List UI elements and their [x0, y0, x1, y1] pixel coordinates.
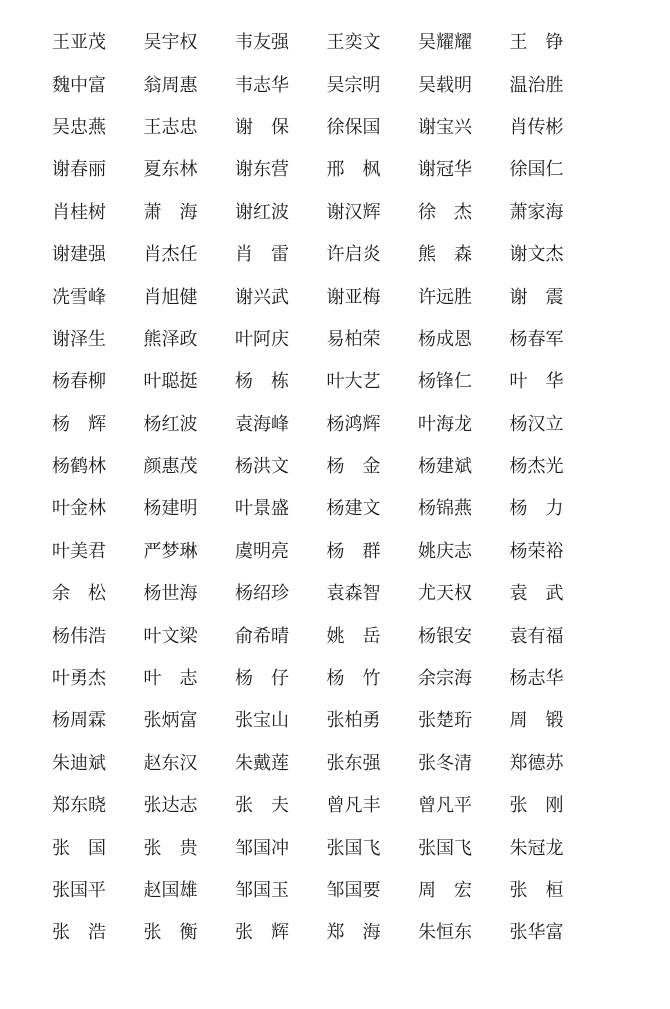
name-entry: 吴宗明 [326, 74, 381, 96]
name-row [52, 912, 632, 954]
name-row [52, 488, 632, 530]
name-entry: 余 松 [52, 583, 106, 605]
name-entry: 姚庆志 [418, 540, 472, 562]
name-entry: 王 铮 [509, 32, 564, 54]
name-list-grid [52, 22, 632, 955]
name-row [52, 64, 632, 106]
name-entry: 杨锋仁 [418, 371, 472, 393]
name-entry: 杨建明 [143, 498, 198, 520]
name-row [52, 531, 632, 573]
name-entry: 张 刚 [509, 795, 564, 817]
name-row [52, 658, 632, 700]
name-entry: 赵国雄 [143, 880, 198, 901]
name-entry: 杨鹤林 [52, 456, 106, 478]
name-entry: 曾凡丰 [326, 795, 381, 817]
name-entry: 俞希晴 [235, 625, 289, 647]
name-entry: 张国飞 [418, 837, 472, 859]
name-entry: 杨 群 [326, 540, 381, 562]
name-entry: 杨锦燕 [418, 498, 472, 520]
name-entry: 杨春军 [509, 328, 564, 350]
name-entry: 叶聪挺 [143, 371, 198, 393]
name-entry: 萧 海 [143, 201, 198, 223]
name-entry: 杨建文 [326, 498, 381, 520]
name-entry: 谢宝兴 [418, 116, 472, 138]
name-entry: 朱迪斌 [52, 752, 106, 774]
name-entry: 肖旭健 [143, 286, 198, 308]
name-entry: 韦志华 [235, 74, 289, 96]
name-entry: 曾凡平 [418, 795, 472, 817]
name-entry: 郑 海 [326, 922, 381, 944]
name-entry: 张 衡 [143, 922, 198, 944]
name-entry: 邢 枫 [326, 159, 381, 181]
name-entry: 杨汉立 [509, 413, 564, 435]
name-row [52, 107, 632, 149]
name-entry: 杨绍珍 [235, 583, 289, 605]
name-row [52, 700, 632, 742]
name-row [52, 743, 632, 785]
name-entry: 谢文杰 [509, 244, 564, 266]
name-entry: 王奕文 [326, 32, 381, 54]
name-entry: 杨周霖 [52, 710, 106, 732]
name-entry: 易柏荣 [326, 328, 381, 350]
name-entry: 徐 杰 [418, 201, 472, 223]
name-entry: 王亚茂 [52, 32, 106, 54]
name-row [52, 827, 632, 869]
name-entry: 张 国 [52, 837, 106, 859]
name-entry: 王志忠 [143, 116, 198, 138]
name-entry: 袁森智 [326, 583, 381, 605]
name-entry: 叶美君 [52, 540, 106, 562]
name-entry: 袁有福 [509, 625, 564, 647]
name-row [52, 361, 632, 403]
name-entry: 叶金林 [52, 498, 106, 520]
name-row [52, 319, 632, 361]
name-row [52, 22, 632, 64]
name-entry: 张华富 [509, 922, 564, 944]
name-entry: 虞明亮 [235, 540, 289, 562]
name-entry: 叶 华 [509, 371, 564, 393]
name-entry: 邹国冲 [235, 837, 289, 859]
name-entry: 熊泽政 [143, 328, 198, 350]
name-entry: 张 贵 [143, 837, 198, 859]
name-row [52, 149, 632, 191]
name-entry: 杨银安 [418, 625, 472, 647]
name-entry: 杨建斌 [418, 456, 472, 478]
name-entry: 杨荣裕 [509, 540, 564, 562]
name-entry: 郑德苏 [509, 752, 564, 774]
name-entry: 许启炎 [326, 244, 381, 266]
name-entry: 杨 仔 [235, 668, 289, 690]
name-entry: 杨 金 [326, 456, 381, 478]
name-entry: 谢 震 [509, 286, 564, 308]
name-entry: 杨志华 [509, 668, 564, 690]
name-entry: 吴宇权 [143, 32, 198, 54]
name-entry: 杨红波 [143, 413, 198, 435]
name-row [52, 615, 632, 657]
name-entry: 张国飞 [326, 837, 381, 859]
name-entry: 魏中富 [52, 74, 106, 96]
name-entry: 杨 力 [509, 498, 564, 520]
name-entry: 邹国要 [326, 880, 381, 901]
name-entry: 谢春丽 [52, 159, 106, 181]
name-entry: 杨伟浩 [52, 625, 106, 647]
name-entry: 徐保国 [326, 116, 381, 138]
name-entry: 张东强 [326, 752, 381, 774]
name-entry: 颜惠茂 [143, 456, 198, 478]
name-entry: 姚 岳 [326, 625, 381, 647]
name-entry: 张 浩 [52, 922, 106, 944]
name-entry: 叶文梁 [143, 625, 198, 647]
name-entry: 叶景盛 [235, 498, 289, 520]
name-entry: 谢汉辉 [326, 201, 381, 223]
name-entry: 张 辉 [235, 922, 289, 944]
name-entry: 余宗海 [418, 668, 472, 690]
name-entry: 张炳富 [143, 710, 198, 732]
name-entry: 吴忠燕 [52, 116, 106, 138]
name-entry: 谢亚梅 [326, 286, 381, 308]
name-row [52, 870, 632, 912]
name-entry: 叶阿庆 [235, 328, 289, 350]
name-row [52, 573, 632, 615]
name-entry: 谢冠华 [418, 159, 472, 181]
name-row [52, 785, 632, 827]
name-entry: 郑东晓 [52, 795, 106, 817]
name-entry: 邹国玉 [235, 880, 289, 901]
name-entry: 张柏勇 [326, 710, 381, 732]
name-entry: 杨世海 [143, 583, 198, 605]
name-row [52, 192, 632, 234]
name-entry: 周 宏 [418, 880, 472, 901]
name-row [52, 276, 632, 318]
name-entry: 杨成恩 [418, 328, 472, 350]
name-entry: 尤天权 [418, 583, 472, 605]
name-entry: 许远胜 [418, 286, 472, 308]
name-entry: 萧家海 [509, 201, 564, 223]
name-entry: 杨洪文 [235, 456, 289, 478]
name-row [52, 234, 632, 276]
name-entry: 谢 保 [235, 116, 289, 138]
name-entry: 谢建强 [52, 244, 106, 266]
name-entry: 杨 竹 [326, 668, 381, 690]
name-entry: 吴载明 [418, 74, 472, 96]
name-entry: 朱冠龙 [509, 837, 564, 859]
name-entry: 张楚珩 [418, 710, 472, 732]
name-entry: 张 桓 [509, 880, 564, 901]
name-entry: 杨 栋 [235, 371, 289, 393]
name-entry: 冼雪峰 [52, 286, 106, 308]
name-entry: 谢东营 [235, 159, 289, 181]
name-entry: 朱恒东 [418, 922, 472, 944]
name-entry: 肖桂树 [52, 201, 106, 223]
name-entry: 袁海峰 [235, 413, 289, 435]
name-entry: 翁周惠 [143, 74, 198, 96]
name-entry: 温治胜 [509, 74, 564, 96]
name-entry: 朱戴莲 [235, 752, 289, 774]
name-entry: 张达志 [143, 795, 198, 817]
name-entry: 张国平 [52, 880, 106, 901]
name-entry: 肖 雷 [235, 244, 289, 266]
name-entry: 杨鸿辉 [326, 413, 381, 435]
name-entry: 夏东林 [143, 159, 198, 181]
name-entry: 杨杰光 [509, 456, 564, 478]
name-entry: 杨 辉 [52, 413, 106, 435]
name-entry: 叶海龙 [418, 413, 472, 435]
name-entry: 周 锻 [509, 710, 564, 732]
name-entry: 袁 武 [509, 583, 564, 605]
name-entry: 叶 志 [143, 668, 198, 690]
name-entry: 韦友强 [235, 32, 289, 54]
name-entry: 赵东汉 [143, 752, 198, 774]
name-entry: 肖传彬 [509, 116, 564, 138]
name-entry: 叶大艺 [326, 371, 381, 393]
name-entry: 叶勇杰 [52, 668, 106, 690]
name-row [52, 404, 632, 446]
name-entry: 熊 森 [418, 244, 472, 266]
name-entry: 谢红波 [235, 201, 289, 223]
name-entry: 肖杰任 [143, 244, 198, 266]
name-entry: 谢兴武 [235, 286, 289, 308]
name-entry: 杨春柳 [52, 371, 106, 393]
name-entry: 张 夫 [235, 795, 289, 817]
name-entry: 张宝山 [235, 710, 289, 732]
name-entry: 张冬清 [418, 752, 472, 774]
name-entry: 谢泽生 [52, 328, 106, 350]
name-entry: 严梦琳 [143, 540, 198, 562]
name-row [52, 446, 632, 488]
name-entry: 徐国仁 [509, 159, 564, 181]
name-entry: 吴耀耀 [418, 32, 472, 54]
